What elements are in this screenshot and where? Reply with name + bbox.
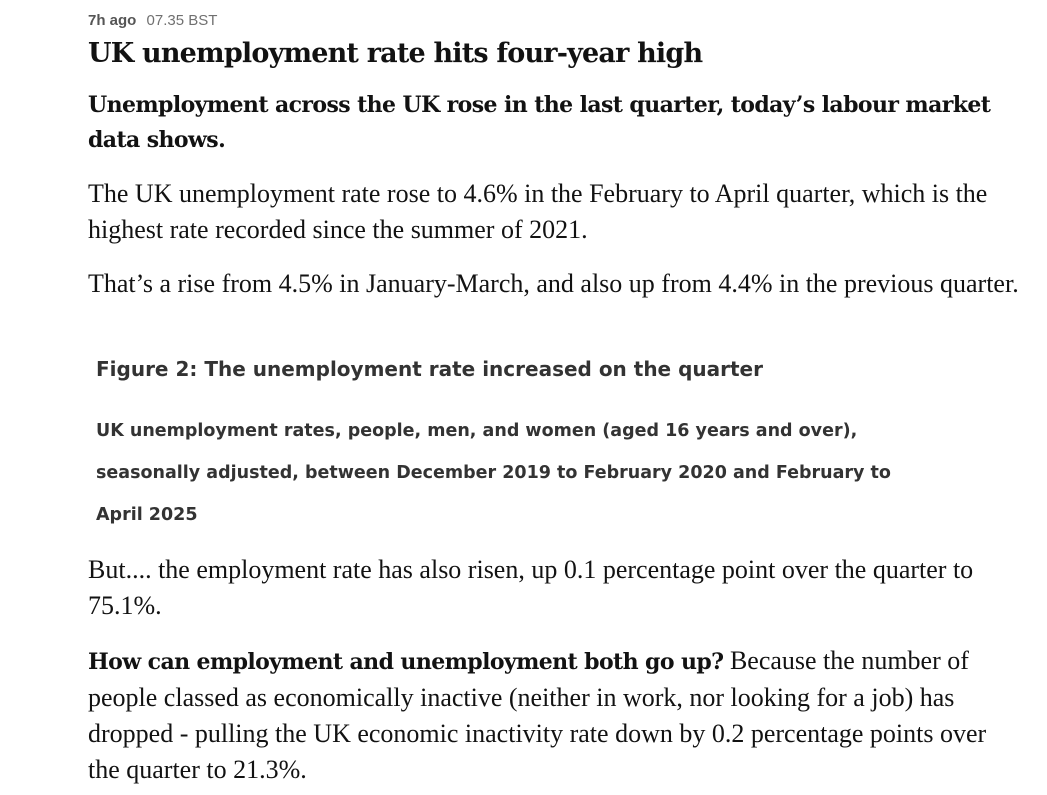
figure-subtitle: UK unemployment rates, people, men, and women (aged 16 years and over), seasonally adjusted, between December 2019 to February 2020 and February to April 2025 xyxy=(96,421,891,525)
paragraph: The UK unemployment rate rose to 4.6% in the February to April quarter, which is the highest rate recorded since the summer of 2021. xyxy=(88,179,988,244)
post-timestamp[interactable] xyxy=(88,12,217,29)
paragraph: That’s a rise from 4.5% in January-March, and also up from 4.4% in the previous quarter. xyxy=(88,269,1019,298)
paragraph-answer: Because the number of people classed as economically inactive (neither in work, nor looking for a job) has dropped - pulling the UK economic inactivity rate down by 0.2 percentage points over the quarter to 21.3%. xyxy=(88,646,987,784)
time-ago: 7h ago xyxy=(88,12,137,29)
figure-title: Figure 2: The unemployment rate increased on the quarter xyxy=(96,357,763,381)
time-bst: 07.35 BST xyxy=(146,12,218,29)
paragraph: But.... the employment rate has also risen, up 0.1 percentage point over the quarter to 75.1%. xyxy=(88,555,974,620)
post-headline: UK unemployment rate hits four-year high xyxy=(88,38,703,69)
embedded-figure xyxy=(88,348,1028,528)
paragraph xyxy=(88,643,1023,788)
post-standfirst: Unemployment across the UK rose in the last quarter, today’s labour market data shows. xyxy=(88,92,991,153)
paragraph-lead-question: How can employment and unemployment both go up? xyxy=(88,649,724,675)
